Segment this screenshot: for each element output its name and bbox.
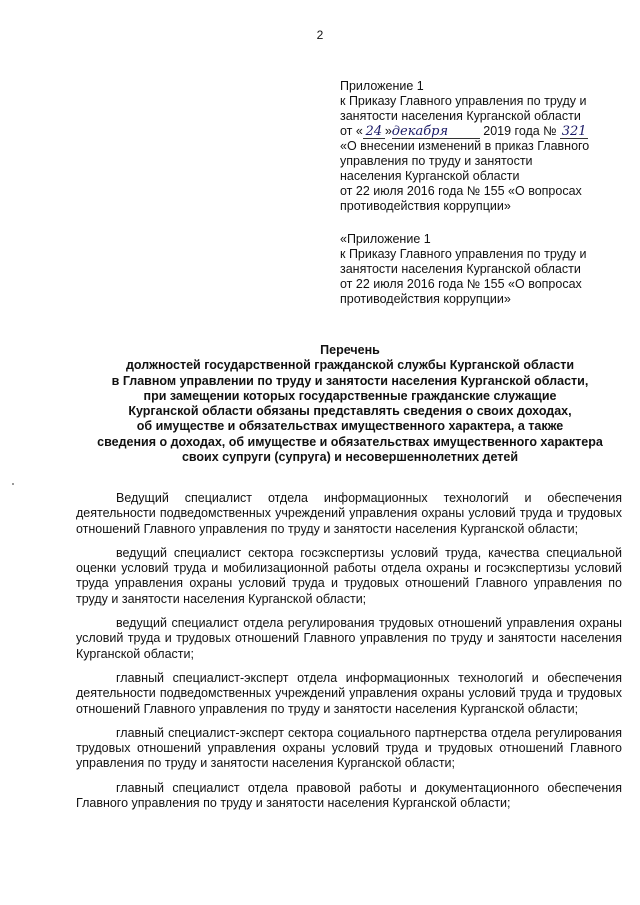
position-paragraph: ведущий специалист отдела регулирования трудовых отношений управления охраны условий труда и трудовых отношений Главного управления по труду и занятости населения Курганской области;	[76, 616, 622, 661]
document-body	[76, 491, 622, 820]
handwritten-number: 321	[561, 124, 587, 139]
appendix-header	[340, 79, 625, 214]
appendix-line: противодействия коррупции»	[340, 292, 511, 306]
appendix-line: от 22 июля 2016 года № 155 «О вопросах	[340, 277, 582, 291]
page-number: 2	[316, 28, 324, 42]
scan-mark	[12, 483, 14, 485]
position-paragraph: Ведущий специалист отдела информационных технологий и обеспечения деятельности подведомственных учреждений управления охраны условий труда и трудовых отношений Главного управления по труду и занятости населения Курганской области;	[76, 491, 622, 536]
title-line: Курганской области обязаны представлять сведения о своих доходах,	[128, 404, 572, 419]
date-prefix: от «	[340, 124, 363, 138]
appendix-line: к Приказу Главного управления по труду и	[340, 247, 587, 261]
position-paragraph: главный специалист-эксперт отдела информационных технологий и обеспечения деятельности подведомственных учреждений управления охраны условий труда и трудовых отношений Главного управления по труду и занятости населения Курганской области;	[76, 670, 622, 716]
position-paragraph: главный специалист-эксперт сектора социального партнерства отдела регулирования трудовых отношений управления охраны условий труда и трудовых отношений Главного управления по труду и занятости населения Курганской области;	[76, 725, 622, 771]
title-line: своих супруги (супруга) и несовершеннолетних детей	[181, 450, 519, 465]
date-quote: »	[384, 124, 392, 138]
title-line: при замещении которых государственные гражданские служащие	[143, 388, 557, 403]
appendix-line: управления по труду и занятости	[340, 154, 533, 168]
appendix-line: от 22 июля 2016 года № 155 «О вопросах	[340, 184, 582, 198]
appendix-label: «Приложение 1	[340, 232, 431, 246]
appendix-line: к Приказу Главного управления по труду и	[340, 94, 587, 108]
position-paragraph: главный специалист отдела правовой работы и документационного обеспечения Главного управления по труду и занятости населения Курганской области;	[76, 780, 622, 811]
handwritten-month: декабря	[392, 125, 480, 139]
date-year: 2019 года №	[483, 124, 557, 138]
appendix-date-line	[340, 124, 625, 139]
appendix-line: противодействия коррупции»	[340, 199, 511, 213]
title-line: сведения о доходах, об имуществе и обязательствах имущественного характера	[97, 434, 603, 449]
appendix-line: «О внесении изменений в приказ Главного	[340, 139, 590, 153]
appendix-label: Приложение 1	[340, 79, 424, 93]
handwritten-day: 24	[363, 125, 385, 139]
appendix-line: занятости населения Курганской области	[340, 109, 581, 123]
title-line: в Главном управлении по труду и занятости населения Курганской области,	[111, 373, 589, 388]
appendix-line: занятости населения Курганской области	[340, 262, 581, 276]
document-title	[70, 343, 630, 465]
position-paragraph: ведущий специалист сектора госэкспертизы условий труда, качества специальной оценки условий труда и мобилизационной работы отдела охраны и госэкспертизы условий труда управления охраны условий труда и трудовых отношений Главного управления по труду и занятости населения Курганской области;	[76, 545, 622, 606]
title-heading: Перечень	[320, 343, 380, 357]
title-line: об имуществе и обязательствах имущественного характера, а также	[136, 419, 564, 434]
appendix-quoted	[340, 232, 625, 307]
title-line: должностей государственной гражданской службы Курганской области	[125, 358, 575, 373]
appendix-line: населения Курганской области	[340, 169, 520, 183]
